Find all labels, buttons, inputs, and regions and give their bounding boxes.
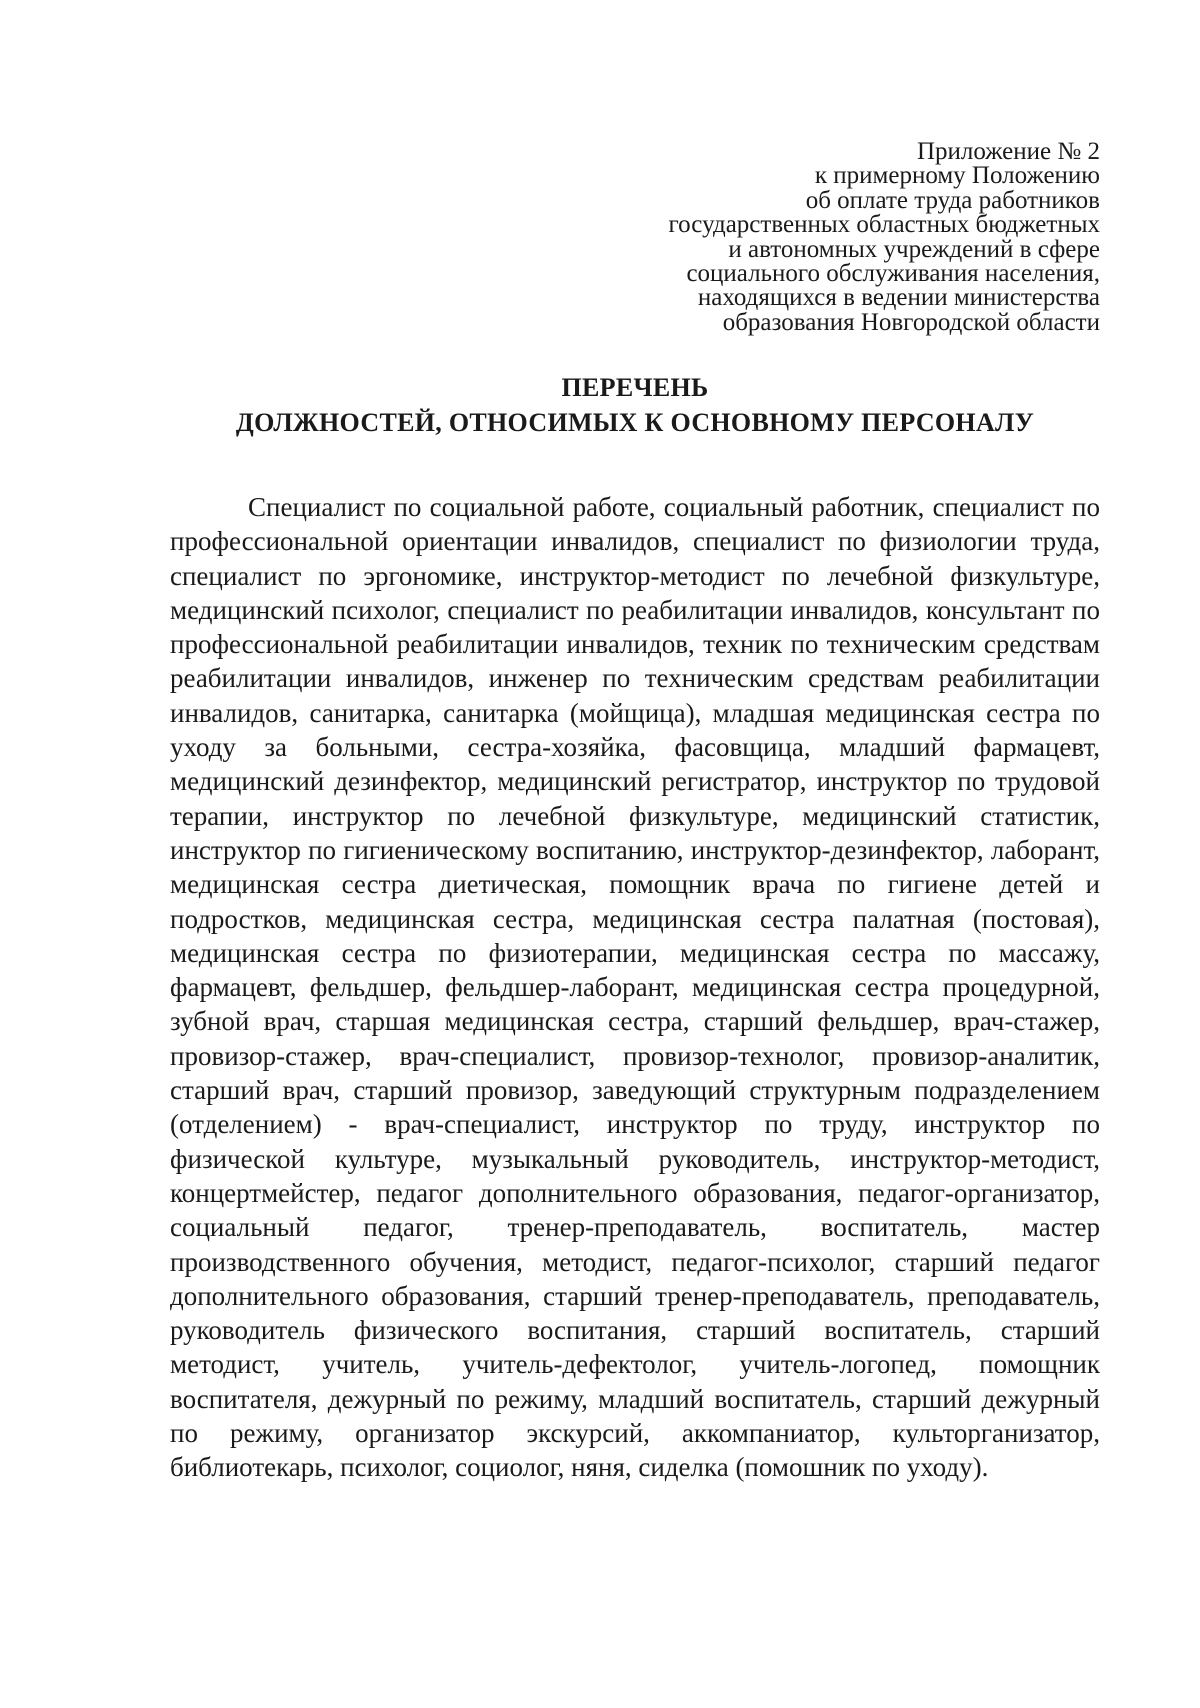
- appendix-line: находящихся в ведении министерства: [697, 284, 1100, 312]
- appendix-line: к примерному Положению: [814, 162, 1100, 190]
- appendix-header: [580, 140, 1100, 335]
- positions-list-paragraph: Специалист по социальной работе, социальный работник, специалист по профессиональной ориентации инвалидов, специалист по физиологии труда, специалист по эргономике, инструктор-методист по лечебной физкультуре, медицинский психолог, специалист по реабилитации инвалидов, консультант по профессиональной реабилитации инвалидов, техник по техническим средствам реабилитации инвалидов, инженер по техническим средствам реабилитации инвалидов, санитарка, санитарка (мойщица), младшая медицинская сестра по уходу за больными, сестра-хозяйка, фасовщица, младший фармацевт, медицинский дезинфектор, медицинский регистратор, инструктор по трудовой терапии, инструктор по лечебной физкультуре, медицинский статистик, инструктор по гигиеническому воспитанию, инструктор-дезинфектор, лаборант, медицинская сестра диетическая, помощник врача по гигиене детей и подростков, медицинская сестра, медицинская сестра палатная (постовая), медицинская сестра по физиотерапии, медицинская сестра по массажу, фармацевт, фельдшер, фельдшер-лаборант, медицинская сестра процедурной, зубной врач, старшая медицинская сестра, старший фельдшер, врач-стажер, провизор-стажер, врач-специалист, провизор-технолог, провизор-аналитик, старший врач, старший провизор, заведующий структурным подразделением (отделением) - врач-специалист, инструктор по труду, инструктор по физической культуре, музыкальный руководитель, инструктор-методист, концертмейстер, педагог дополнительного образования, педагог-организатор, социальный педагог, тренер-преподаватель, воспитатель, мастер производственного обучения, методист, педагог-психолог, старший педагог дополнительного образования, старший тренер-преподаватель, преподаватель, руководитель физического воспитания, старший воспитатель, старший методист, учитель, учитель-дефектолог, учитель-логопед, помощник воспитателя, дежурный по режиму, младший воспитатель, старший дежурный по режиму, организатор экскурсий, аккомпаниатор, культорганизатор, библиотекарь, психолог, социолог, няня, сиделка (помошник по уходу).: [170, 492, 1100, 1483]
- document-title: [170, 370, 1100, 440]
- appendix-line: социального обслуживания населения,: [686, 260, 1100, 288]
- appendix-line: Приложение № 2: [916, 138, 1100, 165]
- appendix-line: и автономных учреждений в сфере: [728, 235, 1100, 263]
- title-line-2: ДОЛЖНОСТЕЙ, ОТНОСИМЫХ К ОСНОВНОМУ ПЕРСОНАЛУ: [235, 408, 1035, 437]
- appendix-line: образования Новгородской области: [722, 308, 1100, 336]
- appendix-line: государственных областных бюджетных: [668, 211, 1100, 239]
- title-line-1: ПЕРЕЧЕНЬ: [561, 373, 709, 402]
- appendix-line: об оплате труда работников: [805, 186, 1100, 214]
